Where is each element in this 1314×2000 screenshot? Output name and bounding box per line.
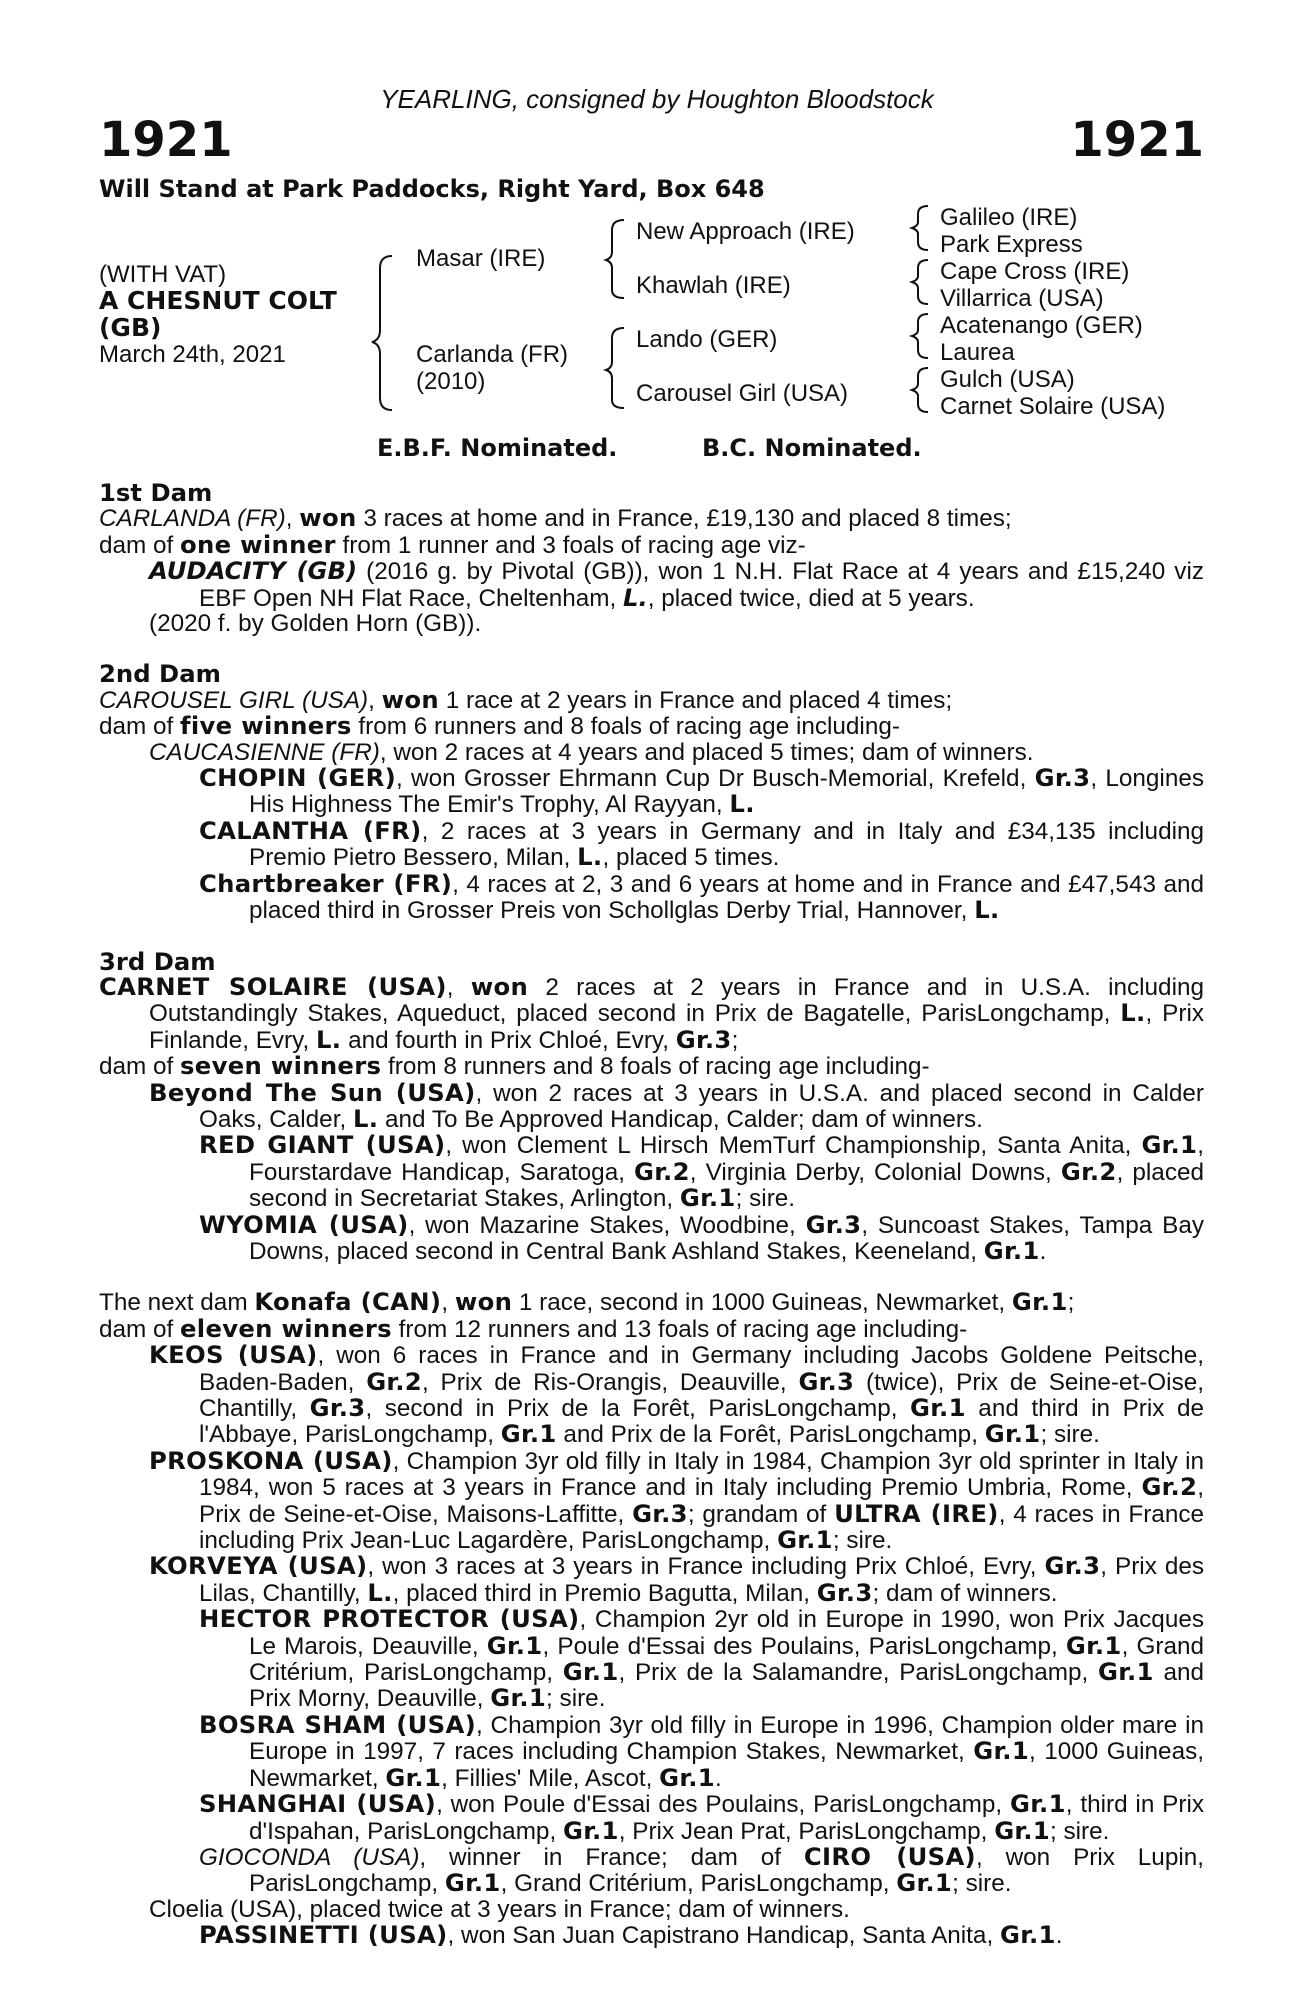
produce-entry xyxy=(149,611,1204,636)
text-run: , second in Prix de la Forêt, ParisLongchamp, xyxy=(365,1395,910,1422)
text-run: won xyxy=(470,971,529,1001)
text-run: , Fourstardave Handicap, Saratoga, xyxy=(249,1132,1204,1186)
text-run: Gr.1 xyxy=(1065,1630,1122,1660)
text-run: , won Mazarine Stakes, Woodbine, xyxy=(408,1211,806,1239)
horse-name: A CHESNUT COLT xyxy=(99,286,337,315)
text-run: from 6 runners and 8 foals of racing age including- xyxy=(351,713,900,741)
text-run: , third in Prix d'Ispahan, ParisLongchamp, xyxy=(249,1791,1204,1845)
text-run: , Longines His Highness The Emir's Trophy, Al Rayyan, xyxy=(249,765,1204,819)
text-run: (2020 f. by Golden Horn (GB)). xyxy=(149,610,482,638)
text-run: CARNET SOLAIRE (USA) xyxy=(99,971,447,1001)
paragraph xyxy=(99,1289,1204,1315)
pedigree-gen3-3: Cape Cross (IRE) xyxy=(940,258,1130,285)
foaling-date: March 24th, 2021 xyxy=(99,341,286,368)
pedigree-gen3-1: Galileo (IRE) xyxy=(940,204,1078,231)
text-run: Gr.1 xyxy=(1009,1789,1066,1819)
text-run: (2016 g. by Pivotal (GB)), won 1 N.H. Flat Race at 4 years and £15,240 viz EBF Open NH Flat Race, Cheltenham, xyxy=(199,558,1204,612)
paragraph xyxy=(99,713,1204,739)
text-run: 1 race at 2 years in France and placed 4 times; xyxy=(439,686,953,714)
text-run: SHANGHAI (USA) xyxy=(199,1789,437,1819)
lot-number-left: 1921 xyxy=(99,112,233,168)
text-run: won xyxy=(381,684,439,714)
produce-entry xyxy=(149,1342,1204,1448)
text-run: CARLANDA (FR) xyxy=(99,505,286,533)
text-run: , Virginia Derby, Colonial Downs, xyxy=(689,1158,1061,1186)
text-run: from 1 runner and 3 foals of racing age viz- xyxy=(335,531,806,559)
text-run: Gr.1 xyxy=(500,1419,557,1449)
text-run: , Champion 3yr old filly in Europe in 1996, Champion older mare in Europe in 1997, 7 races including Champion Stakes, Newmarket, xyxy=(249,1711,1204,1766)
text-run: , won Grosser Ehrmann Cup Dr Busch-Memorial, Krefeld, xyxy=(396,765,1035,793)
text-run: , 4 races in France including Prix Jean-Luc Lagardère, ParisLongchamp, xyxy=(199,1500,1204,1555)
text-run: Konafa (CAN) xyxy=(254,1287,442,1317)
text-run: . xyxy=(714,1764,722,1792)
produce-entry xyxy=(199,765,1204,818)
produce-entry xyxy=(199,1209,1204,1265)
pedigree-gen3-7: Gulch (USA) xyxy=(940,366,1075,393)
produce-entry xyxy=(149,1445,1204,1555)
pedigree-dam-sire: Lando (GER) xyxy=(636,326,778,353)
paragraph xyxy=(99,529,1204,559)
text-run: Chartbreaker (FR) xyxy=(199,868,453,898)
text-run: Gr.3 xyxy=(805,1209,862,1239)
text-run: Gr.1 xyxy=(896,1868,953,1898)
text-run: ; sire. xyxy=(952,1870,1012,1898)
text-run: HECTOR PROTECTOR (USA) xyxy=(199,1604,580,1634)
text-run: PASSINETTI (USA) xyxy=(199,1920,448,1950)
text-run: five winners xyxy=(180,711,352,741)
produce-entry xyxy=(199,1132,1204,1211)
text-run: BOSRA SHAM (USA) xyxy=(199,1709,476,1739)
text-run: Gr.1 xyxy=(777,1525,833,1555)
text-run: , winner in France; dam of xyxy=(419,1843,804,1871)
text-run: L. xyxy=(352,1103,379,1133)
produce-entry xyxy=(199,1709,1204,1792)
pedigree-sire-sire: New Approach (IRE) xyxy=(636,218,855,245)
text-run: , placed twice, died at 5 years. xyxy=(647,584,975,612)
text-run: 2 races at 2 years in France and in U.S.A. including Outstandingly Stakes, Aqueduct, placed second in Prix de Bagatelle, ParisLongchamp, xyxy=(149,973,1204,1028)
paragraph xyxy=(99,684,1204,714)
text-run: from 8 runners and 8 foals of racing age including- xyxy=(381,1053,930,1081)
text-run: Gr.2 xyxy=(366,1366,422,1396)
text-run: Gr.1 xyxy=(983,1235,1040,1265)
text-run: L. xyxy=(577,842,603,872)
dam-name: Carlanda (FR) xyxy=(416,341,569,368)
text-run: Gr.1 xyxy=(486,1630,543,1660)
text-run: Gr.1 xyxy=(909,1393,966,1422)
text-run: Gr.1 xyxy=(385,1762,442,1792)
text-run: , won Poule d'Essai des Poulains, ParisLongchamp, xyxy=(436,1791,1010,1819)
lot-number-right: 1921 xyxy=(1070,112,1204,168)
text-run: , placed second in Secretariat Stakes, Arlington, xyxy=(249,1158,1204,1213)
text-run: , Prix Finlande, Evry, xyxy=(149,1000,1204,1054)
sire-name: Masar (IRE) xyxy=(416,245,546,272)
text-run: , xyxy=(285,505,300,533)
text-run: Gr.1 xyxy=(999,1920,1056,1950)
produce-entry xyxy=(199,868,1204,925)
text-run: Gr.1 xyxy=(973,1736,1030,1766)
text-run: Gr.1 xyxy=(562,1815,619,1845)
text-run: seven winners xyxy=(180,1051,382,1081)
text-run: ; sire. xyxy=(735,1185,796,1213)
text-run: , Prix des Lilas, Chantilly, xyxy=(199,1553,1205,1607)
text-run: Gr.1 xyxy=(659,1762,715,1792)
section-heading: 1st Dam xyxy=(99,478,213,507)
vat-note: (WITH VAT) xyxy=(99,261,227,288)
text-run: and fourth in Prix Chloé, Evry, xyxy=(341,1026,676,1054)
text-run: , Prix de Ris-Orangis, Deauville, xyxy=(421,1368,799,1396)
text-run: Gr.2 xyxy=(1060,1156,1117,1186)
text-run: ; sire. xyxy=(832,1527,893,1555)
text-run: CAROUSEL GIRL (USA) xyxy=(99,686,369,714)
text-run: L. xyxy=(623,582,648,612)
text-run: one winner xyxy=(180,529,336,559)
text-run: and Prix Morny, Deauville, xyxy=(249,1659,1204,1713)
stand-location: Will Stand at Park Paddocks, Right Yard, Box 648 xyxy=(99,175,765,203)
text-run: ; xyxy=(731,1026,739,1054)
text-run: Gr.1 xyxy=(490,1683,547,1713)
text-run: Gr.1 xyxy=(679,1183,736,1213)
pedigree-dam-dam: Carousel Girl (USA) xyxy=(636,380,849,407)
produce-entry xyxy=(199,1791,1204,1844)
text-run: L. xyxy=(1120,998,1146,1028)
produce-entry xyxy=(199,1841,1204,1898)
text-run: RED GIANT (USA) xyxy=(199,1130,446,1160)
text-run: , xyxy=(441,1289,455,1317)
text-run: L. xyxy=(316,1024,342,1054)
text-run: , placed 5 times. xyxy=(602,844,780,872)
text-run: , Champion 2yr old in Europe in 1990, won Prix Jacques Le Marois, Deauville, xyxy=(249,1606,1204,1660)
text-run: eleven winners xyxy=(180,1313,392,1343)
text-run: , 4 races at 2, 3 and 6 years at home and in France and £47,543 and placed third in Grosser Preis von Schollglas Derby Trial, Hannover, xyxy=(249,870,1204,925)
text-run: , won San Juan Capistrano Handicap, Santa Anita, xyxy=(447,1922,1000,1950)
first-dam-section xyxy=(99,480,1204,636)
text-run: Gr.3 xyxy=(632,1498,688,1528)
text-run: , won Prix Lupin, ParisLongchamp, xyxy=(249,1843,1204,1898)
text-run: ; sire. xyxy=(1040,1421,1100,1449)
text-run: and third in Prix de l'Abbaye, ParisLongchamp, xyxy=(199,1395,1204,1449)
text-run: , won 6 races in France and in Germany including Jacobs Goldene Peitsche, Baden-Baden, xyxy=(199,1342,1204,1396)
text-run: GIOCONDA (USA) xyxy=(199,1843,420,1871)
pedigree-gen3-5: Acatenango (GER) xyxy=(940,312,1143,339)
text-run: , 1000 Guineas, Newmarket, xyxy=(249,1738,1204,1792)
text-run: , won 2 races at 3 years in U.S.A. and placed second in Calder Oaks, Calder, xyxy=(199,1079,1204,1133)
pedigree-gen3-2: Park Express xyxy=(940,231,1083,258)
text-run: Gr.1 xyxy=(562,1657,619,1687)
text-run: ; xyxy=(1067,1289,1075,1317)
text-run: , 2 races at 3 years in Germany and in Italy and £34,135 including Premio Pietro Bessero, Milan, xyxy=(249,817,1205,872)
text-run: , won 2 races at 4 years and placed 5 times; dam of winners. xyxy=(379,738,1034,766)
text-run: Gr.3 xyxy=(1044,1551,1101,1581)
paragraph xyxy=(99,1313,1204,1343)
text-run: dam of xyxy=(99,531,181,559)
text-run: Gr.1 xyxy=(1141,1130,1198,1160)
dam-year: (2010) xyxy=(416,368,486,395)
pedigree-sire-dam: Khawlah (IRE) xyxy=(636,272,791,299)
text-run: CALANTHA (FR) xyxy=(199,815,422,845)
text-run: , Prix Jean Prat, ParisLongchamp, xyxy=(618,1817,995,1845)
text-run: ; sire. xyxy=(546,1685,606,1713)
next-dam-section xyxy=(99,1289,1204,1948)
text-run: Gr.1 xyxy=(984,1419,1041,1449)
text-run: , Fillies' Mile, Ascot, xyxy=(441,1764,660,1792)
text-run: Cloelia (USA), placed twice at 3 years in France; dam of winners. xyxy=(149,1895,850,1923)
text-run: ; sire. xyxy=(1049,1817,1110,1845)
produce-entry xyxy=(149,558,1204,611)
text-run: The next dam xyxy=(99,1289,255,1317)
text-run: ; dam of winners. xyxy=(872,1579,1058,1607)
text-run: won xyxy=(454,1287,513,1317)
text-run: WYOMIA (USA) xyxy=(199,1209,409,1239)
text-run: CIRO (USA) xyxy=(803,1841,976,1871)
text-run: Gr.2 xyxy=(1141,1472,1198,1502)
text-run: , Poule d'Essai des Poulains, ParisLongchamp, xyxy=(542,1632,1066,1660)
text-run: won xyxy=(299,503,357,533)
text-run: dam of xyxy=(99,1315,181,1343)
text-run: and To Be Approved Handicap, Calder; dam of winners. xyxy=(378,1105,983,1133)
text-run: . xyxy=(1055,1922,1063,1950)
text-run: , placed third in Premio Bagutta, Milan, xyxy=(392,1579,817,1607)
text-run: and Prix de la Forêt, ParisLongchamp, xyxy=(556,1421,985,1449)
produce-entry xyxy=(199,1922,1204,1948)
text-run: , won 3 races at 3 years in France including Prix Chloé, Evry, xyxy=(367,1553,1045,1581)
text-run: (twice), Prix de Seine-et-Oise, Chantilly, xyxy=(199,1368,1204,1422)
second-dam-section xyxy=(99,661,1204,923)
pedigree-gen3-8: Carnet Solaire (USA) xyxy=(940,393,1166,420)
text-run: ; grandam of xyxy=(687,1500,835,1528)
text-run: KEOS (USA) xyxy=(149,1340,318,1370)
pedigree-gen3-4: Villarrica (USA) xyxy=(940,285,1104,312)
section-heading: 3rd Dam xyxy=(99,946,216,976)
text-run: KORVEYA (USA) xyxy=(149,1551,368,1581)
paragraph xyxy=(99,1053,1204,1079)
text-run: CAUCASIENNE (FR) xyxy=(149,738,380,766)
text-run: Gr.3 xyxy=(816,1577,873,1607)
third-dam-section xyxy=(99,946,1204,1265)
text-run: Gr.3 xyxy=(798,1366,855,1396)
text-run: , xyxy=(368,686,382,714)
text-run: , xyxy=(446,973,471,1001)
text-run: dam of xyxy=(99,713,181,741)
text-run: Beyond The Sun (USA) xyxy=(149,1077,476,1107)
pedigree-gen3-6: Laurea xyxy=(940,339,1015,366)
paragraph xyxy=(99,971,1204,1054)
text-run: AUDACITY (GB) xyxy=(149,556,358,586)
produce-entry xyxy=(199,1606,1204,1712)
text-run: Gr.1 xyxy=(994,1815,1050,1845)
paragraph xyxy=(99,505,1204,531)
text-run: Gr.3 xyxy=(675,1024,732,1054)
text-run: Gr.1 xyxy=(1097,1657,1154,1687)
text-run: Gr.3 xyxy=(309,1393,366,1422)
text-run: L. xyxy=(974,895,1000,925)
text-run: Gr.3 xyxy=(1034,763,1091,793)
text-run: , Prix de Seine-et-Oise, Maisons-Laffitte, xyxy=(199,1474,1204,1528)
text-run: . xyxy=(1039,1237,1047,1265)
text-run: , Grand Critérium, ParisLongchamp, xyxy=(249,1632,1205,1687)
section-heading: 2nd Dam xyxy=(99,659,221,689)
produce-entry xyxy=(149,1897,1204,1922)
text-run: , Champion 3yr old filly in Italy in 1984, Champion 3yr old sprinter in Italy in 1984, won 5 races at 3 years in France and in Italy including Premio Umbria, Rome, xyxy=(199,1447,1204,1502)
produce-entry xyxy=(149,1077,1204,1133)
text-run: PROSKONA (USA) xyxy=(149,1445,393,1475)
text-run: ULTRA (IRE) xyxy=(834,1498,999,1528)
produce-entry xyxy=(199,815,1205,872)
catalogue-body xyxy=(99,480,1204,1974)
produce-entry xyxy=(149,740,1204,765)
ebf-nomination: E.B.F. Nominated. xyxy=(377,434,618,462)
text-run: , Prix de la Salamandre, ParisLongchamp, xyxy=(618,1659,1098,1687)
text-run: , Grand Critérium, ParisLongchamp, xyxy=(500,1870,897,1898)
text-run: Gr.1 xyxy=(1011,1287,1068,1317)
text-run: 3 races at home and in France, £19,130 and placed 8 times; xyxy=(356,505,1012,533)
produce-entry xyxy=(149,1553,1204,1606)
text-run: L. xyxy=(729,789,755,819)
horse-country: (GB) xyxy=(99,313,162,342)
text-run: , Suncoast Stakes, Tampa Bay Downs, placed second in Central Bank Ashland Stakes, Keeneland, xyxy=(249,1211,1204,1265)
text-run: 1 race, second in 1000 Guineas, Newmarket, xyxy=(512,1289,1012,1317)
consignment-line: YEARLING, consigned by Houghton Bloodstock xyxy=(380,84,934,114)
bc-nomination: B.C. Nominated. xyxy=(702,434,922,462)
text-run: from 12 runners and 13 foals of racing age including- xyxy=(391,1315,968,1343)
text-run: CHOPIN (GER) xyxy=(199,763,397,793)
text-run: L. xyxy=(367,1577,393,1607)
text-run: Gr.2 xyxy=(634,1156,690,1186)
text-run: dam of xyxy=(99,1053,181,1081)
text-run: Gr.1 xyxy=(444,1868,501,1898)
text-run: , won Clement L Hirsch MemTurf Championship, Santa Anita, xyxy=(445,1132,1142,1160)
